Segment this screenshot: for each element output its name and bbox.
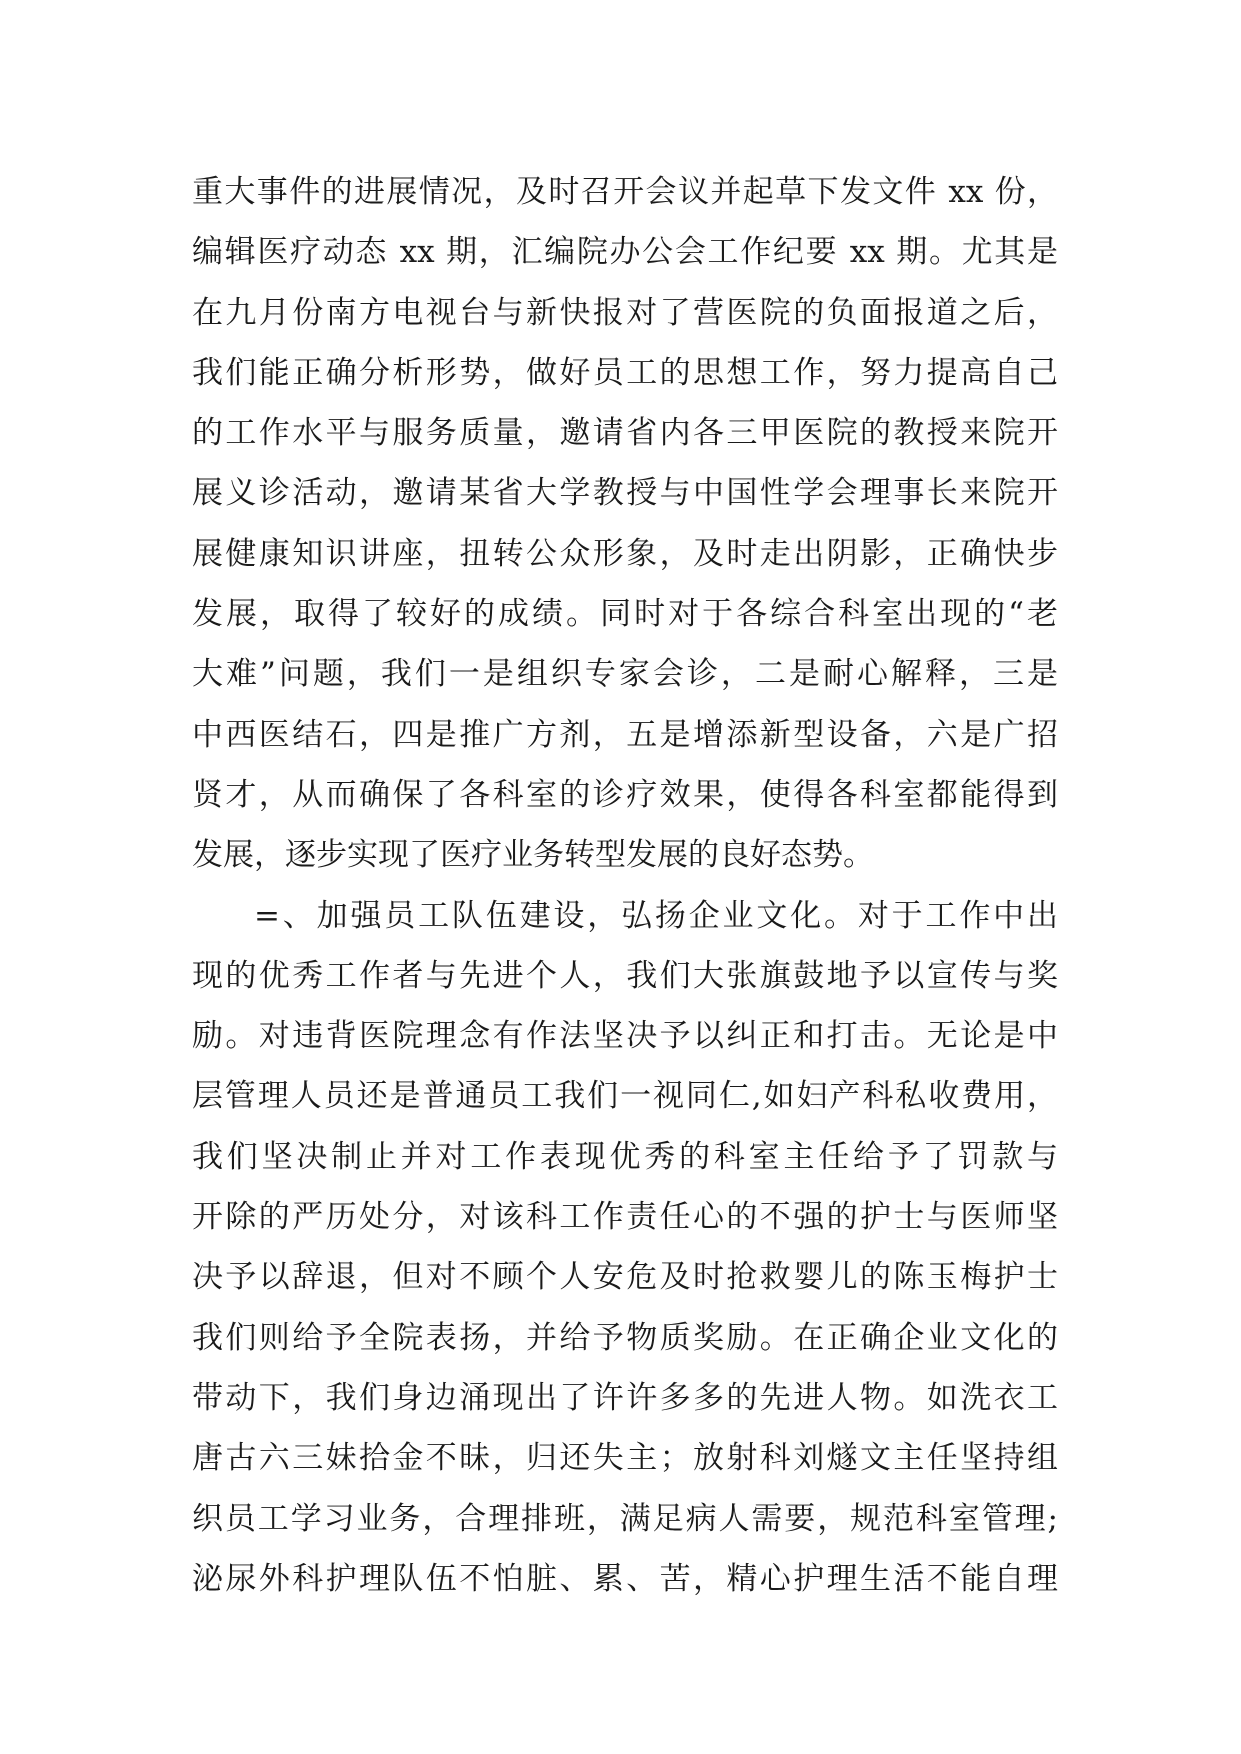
text-line: 唐古六三妹拾金不昧，归还失主；放射科刘燧文主任坚持组 — [192, 1440, 1058, 1477]
text-line: 现的优秀工作者与先进个人，我们大张旗鼓地予以宣传与奖 — [192, 957, 1058, 994]
text-line: 开除的严历处分，对该科工作责任心的不强的护士与医师坚 — [192, 1199, 1058, 1236]
text-line: 层管理人员还是普通员工我们一视同仁,如妇产科私收费用， — [192, 1078, 1058, 1115]
section-heading-line: =、加强员工队伍建设，弘扬企业文化。对于工作中出 — [254, 897, 1058, 934]
text-line: 我们坚决制止并对工作表现优秀的科室主任给予了罚款与 — [192, 1138, 1058, 1175]
text-line: 我们能正确分析形势，做好员工的思想工作，努力提高自己 — [192, 354, 1058, 391]
text-line: 展义诊活动，邀请某省大学教授与中国性学会理事长来院开 — [192, 475, 1058, 512]
text-line: 编辑医疗动态 xx 期，汇编院办公会工作纪要 xx 期。尤其是 — [192, 234, 1058, 271]
text-line: 决予以辞退，但对不顾个人安危及时抢救婴儿的陈玉梅护士 — [192, 1259, 1058, 1296]
text-line: 展健康知识讲座，扭转公众形象，及时走出阴影，正确快步 — [192, 535, 1058, 572]
text-line: 发展，取得了较好的成绩。同时对于各综合科室出现的“老 — [192, 596, 1058, 633]
text-line: 织员工学习业务，合理排班，满足病人需要，规范科室管理; — [192, 1500, 1058, 1537]
text-line: 带动下，我们身边涌现出了许许多多的先进人物。如洗衣工 — [192, 1379, 1058, 1416]
text-line: 励。对违背医院理念有作法坚决予以纠正和打击。无论是中 — [192, 1018, 1058, 1055]
text-line: 的工作水平与服务质量，邀请省内各三甲医院的教授来院开 — [192, 415, 1058, 452]
text-line: 重大事件的进展情况，及时召开会议并起草下发文件 xx 份， — [192, 174, 1058, 210]
paragraph-end-line: 发展，逐步实现了医疗业务转型发展的良好态势。 — [192, 837, 874, 874]
text-line: 大难”问题，我们一是组织专家会诊，二是耐心解释，三是 — [192, 656, 1058, 693]
text-line: 泌尿外科护理队伍不怕脏、累、苦，精心护理生活不能自理 — [192, 1560, 1058, 1597]
text-line: 中西医结石，四是推广方剂，五是增添新型设备，六是广招 — [192, 716, 1058, 753]
text-line: 贤才，从而确保了各科室的诊疗效果，使得各科室都能得到 — [192, 776, 1058, 813]
body-text — [192, 162, 1058, 1609]
text-line: 我们则给予全院表扬，并给予物质奖励。在正确企业文化的 — [192, 1319, 1058, 1356]
text-line: 在九月份南方电视台与新快报对了营医院的负面报道之后， — [192, 294, 1058, 331]
